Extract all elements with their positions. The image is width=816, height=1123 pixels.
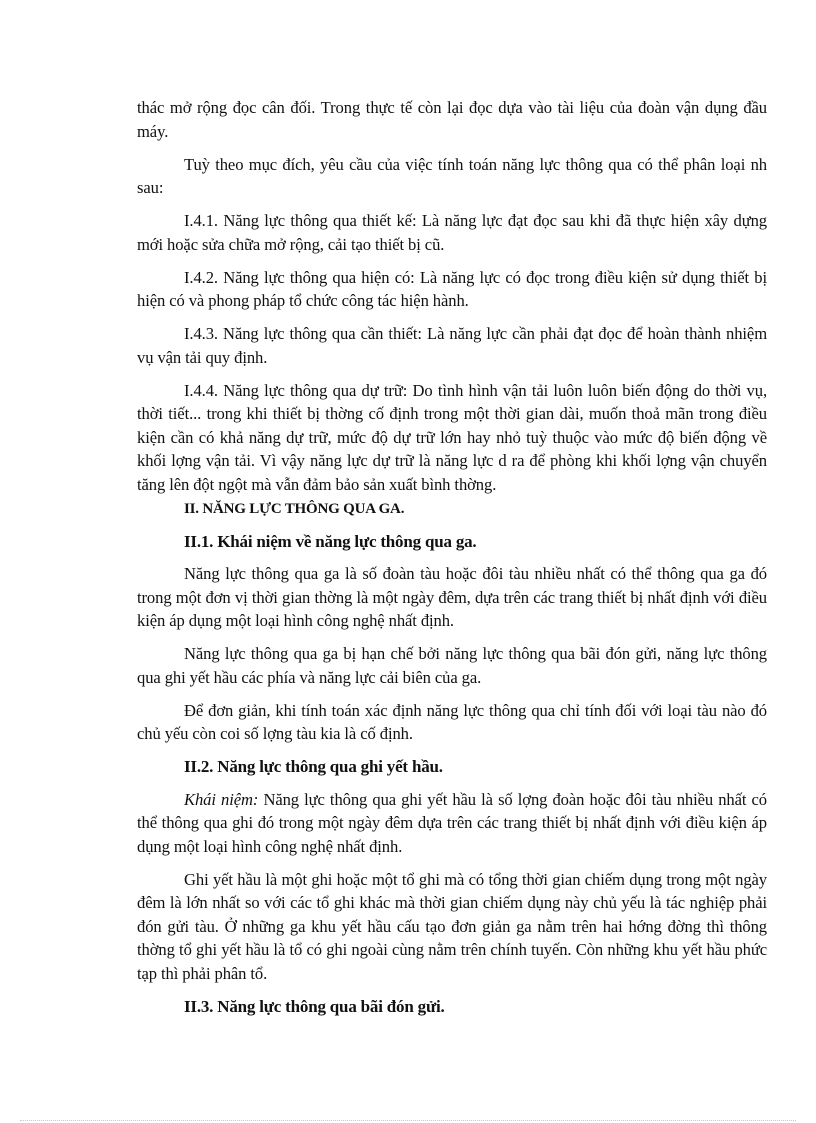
- paragraph: Ghi yết hầu là một ghi hoặc một tổ ghi mà có tổng thời gian chiếm dụng trong một ngày đêm là lớn nhất so với các tổ ghi khác mà thời gian chiếm dụng này chủ yếu là tác nghiệp phải đón gửi tàu. Ở những ga khu yết hầu cấu tạo đơn giản ga nằm trên hai hớng đờng thì thông thờng tổ ghi yết hầu là tổ có ghi ngoài cùng nằm trên chính tuyến. Còn những khu yết hầu phức tạp thì phải phân tổ.: [137, 869, 767, 983]
- page-footer-divider: [20, 1120, 796, 1121]
- paragraph: I.4.3. Năng lực thông qua cần thiết: Là năng lực cần phải đạt đọc để hoàn thành nhiệm vụ vận tải quy định.: [137, 324, 767, 367]
- paragraph: thác mở rộng đọc cân đối. Trong thực tế còn lại đọc dựa vào tài liệu của đoàn vận dụng đầu máy.: [137, 98, 767, 141]
- paragraph: [137, 788, 767, 859]
- paragraph: I.4.2. Năng lực thông qua hiện có: Là năng lực có đọc trong điều kiện sử dụng thiết bị hiện có và phong pháp tổ chức công tác hiện hành.: [137, 267, 767, 310]
- paragraph: Để đơn giản, khi tính toán xác định năng lực thông qua chỉ tính đối với loại tàu nào đó chủ yếu còn coi số lợng tàu kia là cố định.: [137, 700, 767, 743]
- paragraph: Năng lực thông qua ga là số đoàn tàu hoặc đôi tàu nhiều nhất có thể thông qua ga đó trong một đơn vị thời gian thờng là một ngày đêm, dựa trên các trang thiết bị nhất định với điều kiện áp dụng một loại hình công nghệ nhất định.: [137, 564, 767, 630]
- paragraph: Năng lực thông qua ga bị hạn chế bởi năng lực thông qua bãi đón gửi, năng lực thông qua ghi yết hầu các phía và năng lực cải biên của ga.: [137, 644, 767, 687]
- term-label: Khái niệm:: [184, 789, 259, 809]
- paragraph: Tuỳ theo mục đích, yêu cầu của việc tính toán năng lực thông qua có thể phân loại nh sau:: [137, 154, 767, 197]
- subsection-heading: II.2. Năng lực thông qua ghi yết hầu.: [184, 757, 443, 776]
- paragraph: I.4.1. Năng lực thông qua thiết kế: Là năng lực đạt đọc sau khi đã thực hiện xây dựng mới hoặc sửa chữa mở rộng, cải tạo thiết bị cũ.: [137, 211, 767, 254]
- paragraph-text: Năng lực thông qua ghi yết hầu là số lợng đoàn hoặc đôi tàu nhiều nhất có thể thông qua ghi đó trong một ngày đêm dựa trên các trang thiết bị nhất định với điều kiện áp dụng một loại hình công nghệ nhất định.: [137, 789, 767, 856]
- subsection-heading: II.3. Năng lực thông qua bãi đón gửi.: [184, 996, 445, 1016]
- document-page: [137, 96, 767, 1027]
- section-heading: II. NĂNG LỰC THÔNG QUA GA.: [184, 501, 405, 517]
- paragraph: I.4.4. Năng lực thông qua dự trữ: Do tình hình vận tải luôn luôn biến động do thời vụ, thời tiết... trong khi thiết bị thờng cố định trong một thời gian dài, muốn thoả mãn trong điều kiện cần có khả năng dự trữ, mức độ dự trữ lớn hay nhỏ tuỳ thuộc vào mức độ biến động về khối lợng vận tải. Vì vậy năng lực dự trữ là năng lực d ra để phòng khi khối lợng vận chuyển tăng lên đột ngột mà vẫn đảm bảo sản xuất bình thờng.: [137, 380, 767, 494]
- subsection-heading: II.1. Khái niệm về năng lực thông qua ga.: [184, 531, 477, 551]
